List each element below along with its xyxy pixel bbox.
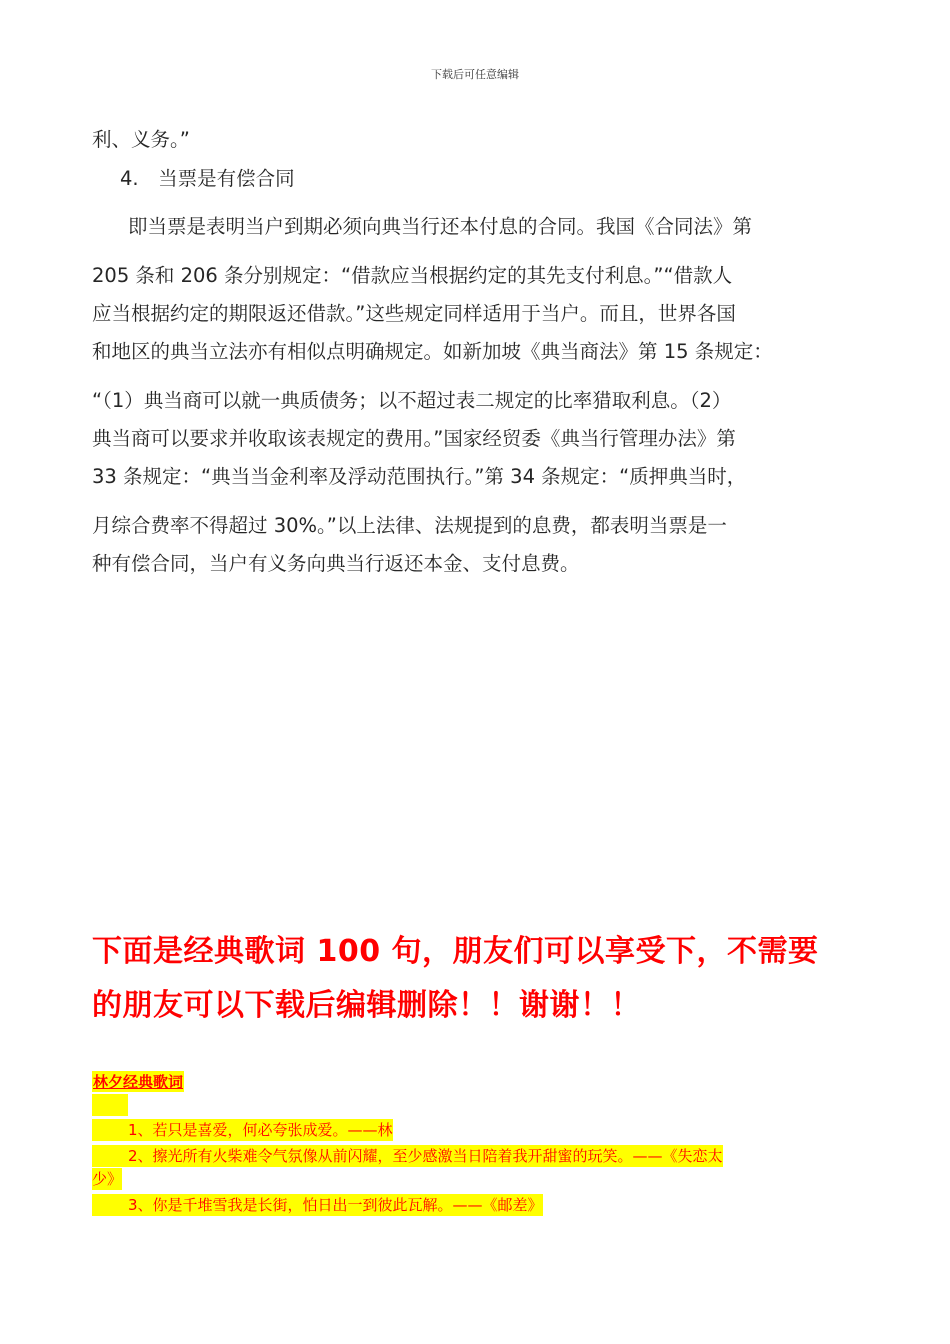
notice-line-1: 下面是经典歌词 100 句，朋友们可以享受下，不需要 [92,934,819,969]
numbered-heading: 4. 当票是有偿合同 [120,167,295,190]
body-line-8: 典当商可以要求并收取该表规定的费用。”国家经贸委《典当行管理办法》第 [92,427,736,450]
body-line-5: 应当根据约定的期限返还借款。”这些规定同样适用于当户。而且，世界各国 [92,302,736,325]
body-line-10: 月综合费率不得超过 30%。”以上法律、法规提到的息费，都表明当票是一 [92,514,727,537]
page-header: 下载后可任意编辑 [431,68,519,81]
body-line-3: 即当票是表明当户到期必须向典当行还本付息的合同。我国《合同法》第 [128,215,753,238]
body-line-1: 利、义务。” [92,128,190,151]
lyric-line-2b [92,1168,122,1190]
lyric-line-1 [92,1119,393,1141]
lyric-line-3 [92,1194,543,1216]
body-line-6: 和地区的典当立法亦有相似点明确规定。如新加坡《典当商法》第 15 条规定： [92,340,773,363]
body-line-11: 种有偿合同，当户有义务向典当行返还本金、支付息费。 [92,552,580,575]
notice-line-2: 的朋友可以下载后编辑删除！！谢谢！！ [92,988,641,1023]
section-title: 林夕经典歌词 [93,1073,184,1091]
lyric-text-3: 3、你是千堆雪我是长街，怕日出一到彼此瓦解。——《邮差》 [128,1196,543,1214]
body-line-9: 33 条规定：“典当当金利率及浮动范围执行。”第 34 条规定：“质押典当时， [92,465,747,488]
lyric-text-1: 1、若只是喜爱，何必夸张成爱。——林 [128,1121,393,1139]
lyric-text-2b: 少》 [92,1170,123,1188]
lyric-line-2a [92,1145,723,1167]
body-line-7: “（1）典当商可以就一典质债务；以不超过表二规定的比率猎取利息。（2） [92,389,732,412]
lyric-text-2a: 2、擦光所有火柴难令气氛像从前闪耀，至少感激当日陪着我开甜蜜的玩笑。——《失恋太 [128,1147,723,1165]
body-line-4: 205 条和 206 条分别规定：“借款应当根据约定的其先支付利息。”“借款人 [92,264,733,287]
highlight-blank-line [92,1094,128,1116]
